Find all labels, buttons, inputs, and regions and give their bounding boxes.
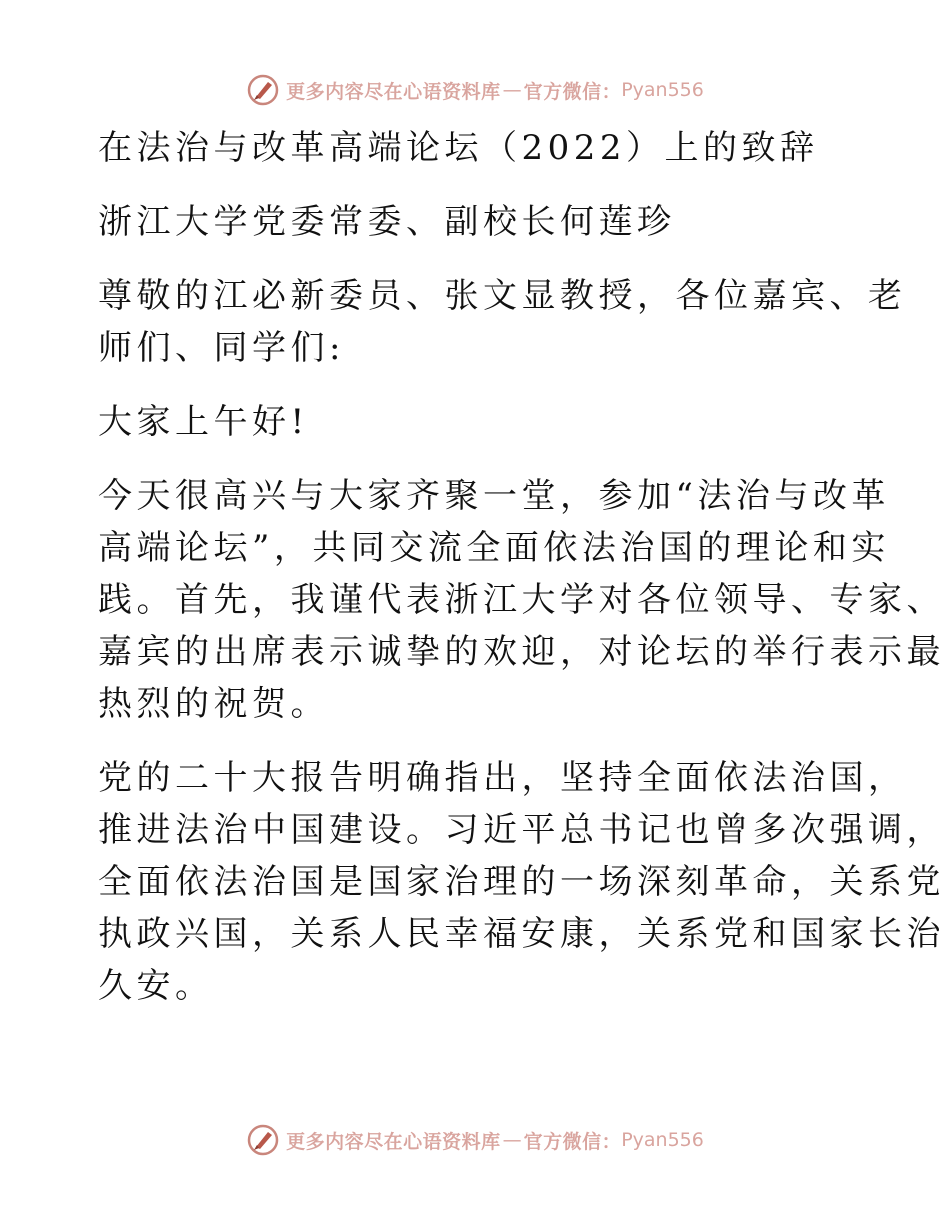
- text-line: 师们、同学们:: [98, 328, 345, 368]
- text-line: 嘉宾的出席表示诚挚的欢迎，对论坛的举行表示最: [98, 632, 945, 672]
- watermark-footer: [0, 1120, 950, 1160]
- text-line: 热烈的祝贺。: [98, 684, 329, 724]
- watermark-separator: —: [502, 1129, 522, 1151]
- watermark-id: Pyan556: [621, 79, 704, 101]
- text-line: 执政兴国，关系人民幸福安康，关系党和国家长治: [98, 914, 945, 954]
- paragraph: [98, 396, 858, 448]
- paragraph: [98, 270, 907, 374]
- paragraph: [98, 196, 858, 248]
- text-line: 浙江大学党委常委、副校长何莲珍: [98, 202, 676, 242]
- text-line: 高端论坛”，共同交流全面依法治国的理论和实: [98, 528, 890, 568]
- text-line: 久安。: [98, 966, 214, 1006]
- quill-pen-icon: [246, 73, 280, 107]
- text-line: 推进法治中国建设。习近平总书记也曾多次强调，: [98, 810, 945, 850]
- watermark-text: 更多内容尽在心语资料库: [286, 80, 501, 103]
- text-line: 今天很高兴与大家齐聚一堂，参加“法治与改革: [98, 476, 890, 516]
- paragraph: [98, 122, 858, 174]
- document-body: [98, 122, 945, 1034]
- paragraph: [98, 752, 945, 1012]
- watermark-header: [0, 70, 950, 110]
- text-line: 在法治与改革高端论坛（2022）上的致辞: [98, 128, 819, 168]
- text-line: 党的二十大报告明确指出，坚持全面依法治国，: [98, 758, 907, 798]
- paragraph: [98, 470, 945, 730]
- watermark-label: 官方微信：: [523, 80, 622, 103]
- text-line: 全面依法治国是国家治理的一场深刻革命，关系党: [98, 862, 945, 902]
- watermark-separator: —: [502, 79, 522, 101]
- watermark-id: Pyan556: [621, 1129, 704, 1151]
- watermark-text: 更多内容尽在心语资料库: [286, 1130, 501, 1153]
- watermark-label: 官方微信：: [523, 1130, 622, 1153]
- quill-pen-icon: [246, 1123, 280, 1157]
- text-line: 践。首先，我谨代表浙江大学对各位领导、专家、: [98, 580, 945, 620]
- text-line: 尊敬的江必新委员、张文显教授，各位嘉宾、老: [98, 276, 907, 316]
- text-line: 大家上午好!: [98, 402, 309, 442]
